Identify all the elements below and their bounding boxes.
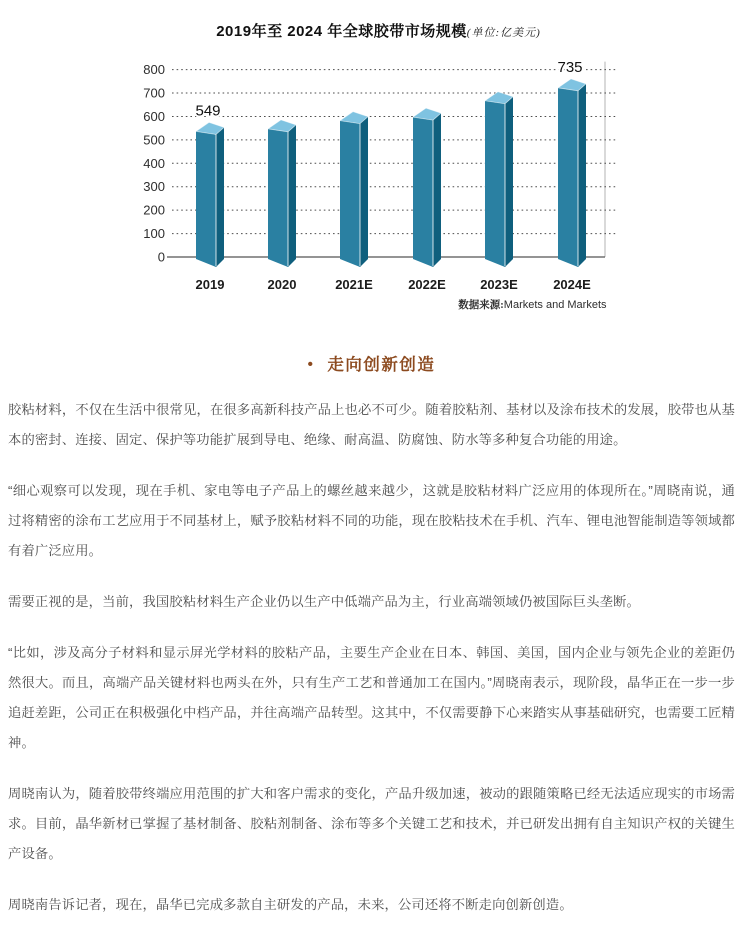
bar-2019 [196,122,224,267]
y-axis-label: 800 [142,62,165,78]
y-axis-label: 0 [157,249,165,265]
chart-source-label: 数据来源: [458,300,504,311]
bar-chart-canvas [125,47,619,297]
bar-value-label: 549 [194,102,221,120]
x-axis-label: 2020 [267,277,296,292]
x-axis-label: 2022E [407,277,446,292]
paragraph-2: “细心观察可以发现，现在手机、家电等电子产品上的螺丝越来越少，这就是胶粘材料广泛应用的体现所在。”周晓南说，通过将精密的涂布工艺应用于不同基材上，赋予胶粘材料不同的功能，现在胶粘技术在手机、汽车、锂电池智能制造等领域都有着广泛应用。 [8,483,735,558]
paragraph-1: 胶粘材料，不仅在生活中很常见，在很多高新科技产品上也必不可少。随着胶粘剂、基材以及涂布技术的发展，胶带也从基本的密封、连接、固定、保护等功能扩展到导电、绝缘、耐高温、防腐蚀、防水等多种复合功能的用途。 [8,402,735,447]
x-axis-label: 2023E [479,277,518,292]
y-axis-label: 100 [142,226,165,242]
y-axis-label: 300 [142,179,165,195]
paragraph-3: 需要正视的是，当前，我国胶粘材料生产企业仍以生产中低端产品为主，行业高端领域仍被国际巨头垄断。 [8,594,641,609]
bar-value-label: 735 [556,58,583,76]
y-axis-label: 400 [142,155,165,171]
bar-2020 [268,120,296,267]
bar-2024E [558,79,586,267]
bar-2022E [413,108,441,267]
chart-source [125,297,619,314]
paragraph-6: 周晓南告诉记者，现在，晶华已完成多款自主研发的产品，未来，公司还将不断走向创新创造。 [8,897,573,912]
x-axis-label: 2021E [334,277,373,292]
y-axis-label: 200 [142,202,165,218]
bullet-icon: • [307,356,315,373]
paragraph-5: 周晓南认为，随着胶带终端应用范围的扩大和客户需求的变化，产品升级加速，被动的跟随策略已经无法适应现实的市场需求。目前，晶华新材已掌握了基材制备、胶粘剂制备、涂布等多个关键工艺和技术，并已研发出拥有自主知识产权的关键生产设备。 [8,786,735,861]
section-heading-text: 走向创新创造 [327,356,436,374]
chart-title [125,14,619,47]
y-axis-label: 700 [142,85,165,101]
section-heading [0,351,743,375]
y-axis-label: 600 [142,108,165,124]
x-axis-label: 2024E [552,277,591,292]
chart-title-unit: (单位:亿美元) [466,27,541,39]
chart-title-text: 2019年至 2024 年全球胶带市场规模 [216,23,467,40]
paragraph-4: “比如，涉及高分子材料和显示屏光学材料的胶粘产品，主要生产企业在日本、韩国、美国，国内企业与领先企业的差距仍然很大。而且，高端产品关键材料也两头在外，只有生产工艺和普通加工在国内。”周晓南表示，现阶段，晶华正在一步一步追赶差距，公司正在积极强化中档产品，并往高端产品转型。这其中，不仅需要静下心来踏实从事基础研究，也需要工匠精神。 [8,645,735,750]
y-axis-label: 500 [142,132,165,148]
x-axis-label: 2019 [195,277,224,292]
article-body [0,395,743,920]
bar-2023E [485,92,513,267]
tape-market-chart [125,14,619,314]
bar-2021E [340,112,368,267]
chart-source-value: Markets and Markets [503,299,607,311]
